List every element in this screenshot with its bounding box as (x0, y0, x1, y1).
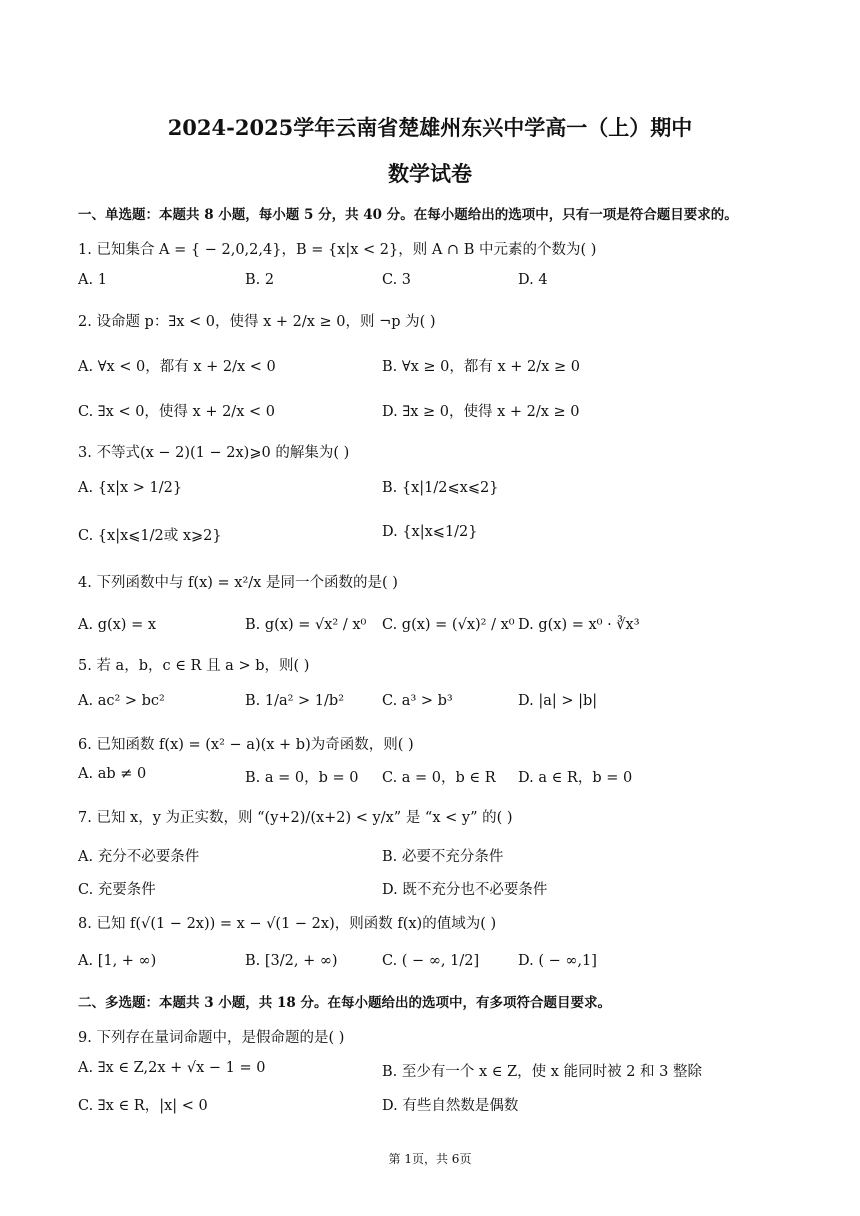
option-d: D. 有些自然数是偶数 (382, 1098, 519, 1114)
option-a: A. ac² > bc² (78, 693, 165, 709)
option-c: C. ∃x < 0，使得 x + 2/x < 0 (78, 404, 275, 420)
option-c: C. ( − ∞, 1/2] (382, 953, 480, 969)
option-d: D. 既不充分也不必要条件 (382, 882, 548, 898)
option-b: B. 必要不充分条件 (382, 849, 504, 865)
option-a: A. {x|x > 1/2} (78, 480, 183, 496)
option-b: B. 至少有一个 x ∈ Z，使 x 能同时被 2 和 3 整除 (382, 1064, 702, 1080)
question-stem: 1. 已知集合 A = { − 2,0,2,4}，B = {x|x < 2}，则 A ∩ B 中元素的个数为( ) (78, 242, 597, 258)
option-c: C. 3 (382, 272, 412, 288)
option-a: A. 充分不必要条件 (78, 849, 200, 865)
option-c: C. g(x) = (√x)² / x⁰ (382, 617, 515, 633)
option-c: C. a = 0，b ∈ R (382, 770, 496, 786)
question-stem: 3. 不等式(x − 2)(1 − 2x)⩾0 的解集为( ) (78, 445, 350, 461)
option-a: A. 1 (78, 272, 107, 288)
option-b: B. {x|1/2⩽x⩽2} (382, 480, 499, 496)
question-stem: 7. 已知 x，y 为正实数，则 “(y+2)/(x+2) < y/x” 是 “x < y” 的( ) (78, 810, 513, 826)
question-stem: 2. 设命题 p：∃x < 0，使得 x + 2/x ≥ 0，则 ¬p 为( ) (78, 314, 436, 330)
page-subtitle: 数学试卷 (388, 161, 472, 186)
question-stem: 4. 下列函数中与 f(x) = x²/x 是同一个函数的是( ) (78, 575, 398, 591)
question-stem: 8. 已知 f(√(1 − 2x)) = x − √(1 − 2x)，则函数 f(x)的值域为( ) (78, 916, 497, 932)
question-stem: 6. 已知函数 f(x) = (x² − a)(x + b)为奇函数，则( ) (78, 737, 414, 753)
option-d: D. a ∈ R，b = 0 (518, 770, 633, 786)
section-heading-multi-choice: 二、多选题：本题共 3 小题，共 18 分。在每小题给出的选项中，有多项符合题目要求。 (78, 995, 611, 1011)
option-b: B. g(x) = √x² / x⁰ (245, 617, 367, 633)
option-a: A. ∃x ∈ Z,2x + √x − 1 = 0 (78, 1060, 266, 1076)
question-stem: 5. 若 a，b，c ∈ R 且 a > b，则( ) (78, 658, 310, 674)
page-number: 第 1页，共 6页 (388, 1152, 472, 1166)
option-d: D. 4 (518, 272, 548, 288)
option-c: C. a³ > b³ (382, 693, 453, 709)
option-a: A. ab ≠ 0 (78, 766, 147, 782)
section-heading-single-choice: 一、单选题：本题共 8 小题，每小题 5 分，共 40 分。在每小题给出的选项中，只有一项是符合题目要求的。 (78, 207, 738, 223)
option-d: D. ∃x ≥ 0，使得 x + 2/x ≥ 0 (382, 404, 580, 420)
option-d: D. |a| > |b| (518, 693, 598, 709)
option-d: D. {x|x⩽1/2} (382, 524, 478, 540)
option-b: B. 1/a² > 1/b² (245, 693, 345, 709)
option-d: D. ( − ∞,1] (518, 953, 597, 969)
option-b: B. 2 (245, 272, 275, 288)
option-b: B. a = 0，b = 0 (245, 770, 359, 786)
option-b: B. [3/2, + ∞) (245, 953, 338, 969)
question-stem: 9. 下列存在量词命题中，是假命题的是( ) (78, 1030, 345, 1046)
option-b: B. ∀x ≥ 0，都有 x + 2/x ≥ 0 (382, 359, 580, 375)
option-a: A. g(x) = x (78, 617, 157, 633)
option-a: A. [1, + ∞) (78, 953, 157, 969)
page-title: 2024-2025学年云南省楚雄州东兴中学高一（上）期中 (167, 115, 693, 140)
option-d: D. g(x) = x⁰ · ∛x³ (518, 617, 640, 633)
option-a: A. ∀x < 0，都有 x + 2/x < 0 (78, 359, 276, 375)
option-c: C. 充要条件 (78, 882, 156, 898)
option-c: C. {x|x⩽1/2或 x⩾2} (78, 528, 222, 544)
option-c: C. ∃x ∈ R，|x| < 0 (78, 1098, 208, 1114)
